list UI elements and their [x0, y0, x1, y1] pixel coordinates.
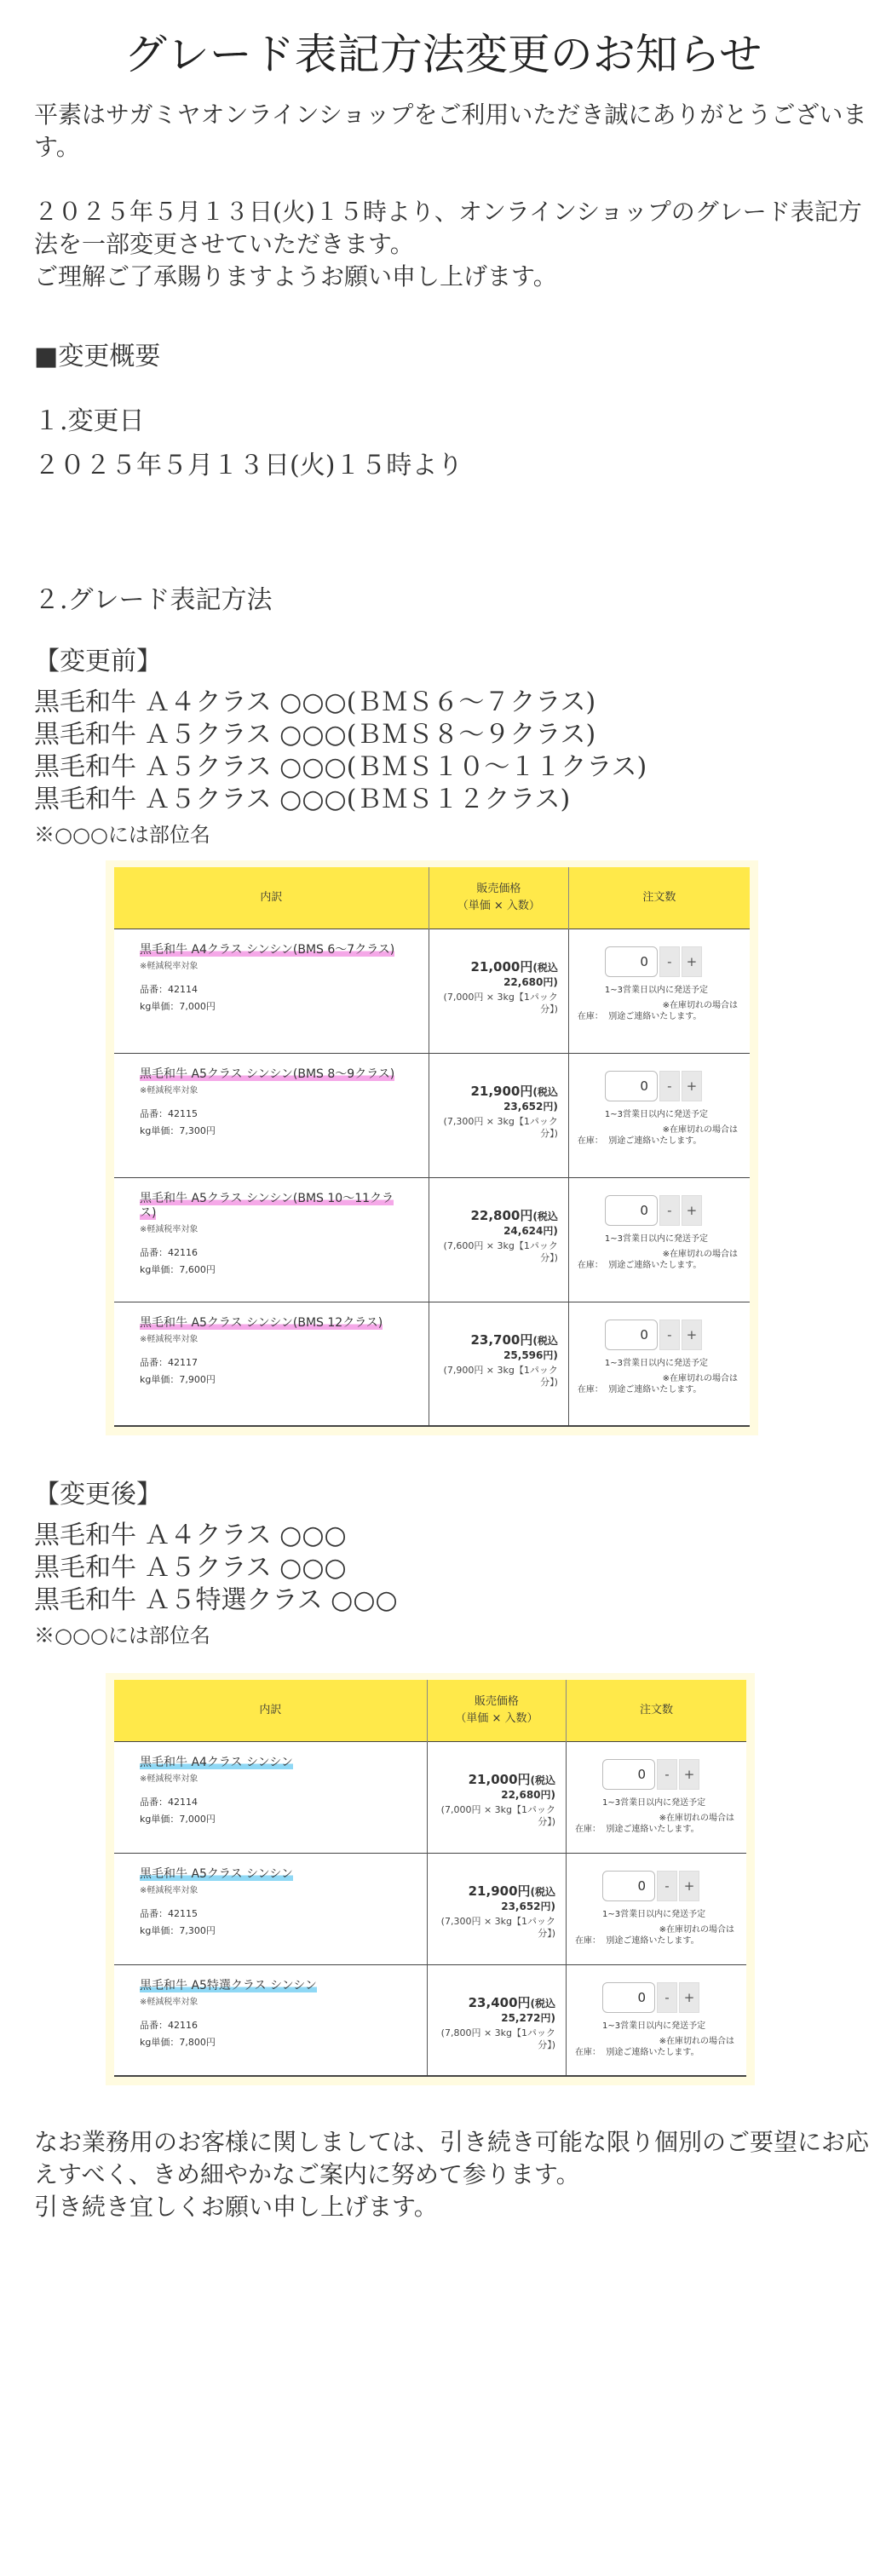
quantity-input[interactable]: 0 — [605, 1195, 658, 1226]
stock-note: ※在庫切れの場合は — [662, 1124, 738, 1135]
quantity-input[interactable]: 0 — [605, 1071, 658, 1101]
stock-label: 在庫： — [577, 1136, 603, 1146]
table-header — [567, 1680, 746, 1741]
stock-contact: 別途ご連絡いたします。 — [606, 1824, 699, 1834]
after-line: 黒毛和牛 Ａ５クラス ○○○ — [34, 1553, 347, 1583]
item-code: 品番：42115 — [140, 1907, 198, 1919]
decrement-button[interactable]: - — [657, 1759, 677, 1790]
order-cell — [568, 1302, 750, 1426]
after-note: ※○○○には部位名 — [34, 1624, 210, 1647]
price: 23,400円 — [468, 1994, 531, 2010]
price-cell — [429, 1053, 568, 1177]
kg-price: kg単価：7,000円 — [140, 1000, 216, 1012]
header-text: 注文数 — [640, 1703, 674, 1716]
table-row — [114, 1853, 746, 1964]
before-line: 黒毛和牛 Ａ５クラス ○○○(ＢＭＳ８～９クラス) — [34, 720, 596, 750]
kg-price: kg単価：7,000円 — [140, 1813, 216, 1825]
increment-button[interactable]: + — [679, 1982, 699, 2013]
price-tax: (税込24,624円) — [503, 1210, 558, 1237]
item-cell — [114, 1741, 427, 1853]
item-cell — [114, 1853, 427, 1964]
shipping-note: 1~3営業日以内に発送予定 — [602, 1909, 706, 1919]
price-tax: (税込25,272円) — [501, 1997, 556, 2024]
after-heading: 【変更後】 — [34, 1480, 162, 1509]
stock-label: 在庫： — [577, 1260, 603, 1270]
stock-contact: 別途ご連絡いたします。 — [608, 1011, 702, 1021]
tax-note: ※軽減税率対象 — [140, 1774, 198, 1784]
table-row — [114, 929, 750, 1053]
product-name[interactable] — [140, 1192, 403, 1221]
decrement-button[interactable]: - — [659, 1320, 680, 1350]
after-table-frame — [106, 1673, 755, 2085]
increment-button[interactable]: + — [682, 1071, 702, 1101]
quantity-input[interactable]: 0 — [602, 1759, 655, 1790]
stock-note: ※在庫切れの場合は — [659, 1924, 734, 1935]
item-cell — [114, 1177, 429, 1302]
table-row — [114, 1741, 746, 1853]
price-table — [114, 867, 750, 1427]
item-code: 品番：42115 — [140, 1107, 198, 1119]
price: 21,900円 — [468, 1883, 531, 1899]
product-name[interactable] — [140, 943, 403, 957]
stock-note: ※在庫切れの場合は — [659, 1813, 734, 1823]
product-name[interactable] — [140, 1067, 403, 1082]
quantity-input[interactable]: 0 — [602, 1871, 655, 1901]
product-name-text: 黒毛和牛 A5特選クラス シンシン — [140, 1978, 317, 1992]
before-line: 黒毛和牛 Ａ５クラス ○○○(ＢＭＳ１２クラス) — [34, 785, 571, 814]
price-cell — [429, 929, 568, 1053]
unit-price: (7,600円 × 3kg【1パック分】) — [443, 1239, 558, 1263]
after-line: 黒毛和牛 Ａ４クラス ○○○ — [34, 1521, 347, 1550]
item-cell — [114, 929, 429, 1053]
price: 21,000円 — [470, 958, 533, 975]
price-table — [114, 1680, 746, 2077]
quantity-input[interactable]: 0 — [605, 946, 658, 977]
product-name-text: 黒毛和牛 A4クラス シンシン(BMS 6～7クラス) — [140, 942, 395, 957]
table-header — [114, 867, 429, 929]
decrement-button[interactable]: - — [657, 1982, 677, 2013]
table-header — [568, 867, 750, 929]
stock-contact: 別途ご連絡いたします。 — [606, 1935, 699, 1946]
before-heading: 【変更前】 — [34, 647, 162, 676]
quantity-input[interactable]: 0 — [605, 1320, 658, 1350]
stock-note: ※在庫切れの場合は — [662, 1249, 738, 1259]
shipping-note: 1~3営業日以内に発送予定 — [604, 985, 708, 995]
kg-price: kg単価：7,800円 — [140, 2036, 216, 2048]
kg-price: kg単価：7,300円 — [140, 1924, 216, 1936]
increment-button[interactable]: + — [682, 946, 702, 977]
item-code: 品番：42114 — [140, 1796, 198, 1808]
table-row — [114, 1964, 746, 2076]
shipping-note: 1~3営業日以内に発送予定 — [602, 2021, 706, 2031]
tax-note: ※軽減税率対象 — [140, 1997, 198, 2007]
decrement-button[interactable]: - — [659, 946, 680, 977]
tax-note: ※軽減税率対象 — [140, 1885, 198, 1895]
product-name[interactable] — [140, 1316, 403, 1331]
item-cell — [114, 1964, 427, 2076]
kg-price: kg単価：7,300円 — [140, 1124, 216, 1136]
order-cell — [567, 1741, 746, 1853]
shipping-note: 1~3営業日以内に発送予定 — [604, 1233, 708, 1244]
overview-heading: ■変更概要 — [34, 342, 161, 371]
quantity-input[interactable]: 0 — [602, 1982, 655, 2013]
announcement-text: ２０２５年５月１３日(火)１５時より、オンラインショップのグレード表記方法を一部変更させていただきます。 ご理解ご了承賜りますようお願い申し上げます。 — [34, 198, 862, 290]
price-tax: (税込23,652円) — [501, 1885, 556, 1912]
kg-price: kg単価：7,600円 — [140, 1263, 216, 1275]
increment-button[interactable]: + — [679, 1871, 699, 1901]
order-cell — [567, 1964, 746, 2076]
price-cell — [429, 1177, 568, 1302]
table-row — [114, 1302, 750, 1426]
product-name-text: 黒毛和牛 A5クラス シンシン — [140, 1866, 293, 1881]
unit-price: (7,300円 × 3kg【1パック分】) — [440, 1915, 556, 1939]
price-tax: (税込22,680円) — [501, 1774, 556, 1801]
stock-label: 在庫： — [575, 2047, 601, 2057]
product-name[interactable] — [140, 1979, 401, 1993]
price: 23,700円 — [470, 1331, 533, 1348]
after-line: 黒毛和牛 Ａ５特選クラス ○○○ — [34, 1585, 398, 1615]
stock-contact: 別途ご連絡いたします。 — [608, 1384, 702, 1394]
unit-price: (7,000円 × 3kg【1パック分】) — [440, 1803, 556, 1827]
price-cell — [427, 1741, 566, 1853]
increment-button[interactable]: + — [682, 1195, 702, 1226]
stock-note: ※在庫切れの場合は — [659, 2036, 734, 2046]
grade-heading: ２.グレード表記方法 — [34, 585, 273, 615]
product-name[interactable] — [140, 1867, 401, 1882]
before-line: 黒毛和牛 Ａ５クラス ○○○(ＢＭＳ１０～１１クラス) — [34, 752, 647, 782]
increment-button[interactable]: + — [682, 1320, 702, 1350]
header-text: （単価 × 入数） — [455, 1711, 538, 1725]
stock-contact: 別途ご連絡いたします。 — [608, 1136, 702, 1146]
product-name-text: 黒毛和牛 A5クラス シンシン(BMS 12クラス) — [140, 1315, 383, 1330]
stock-note: ※在庫切れの場合は — [662, 1373, 738, 1383]
increment-button[interactable]: + — [679, 1759, 699, 1790]
price-cell — [427, 1964, 566, 2076]
table-header — [427, 1680, 566, 1741]
kg-price: kg単価：7,900円 — [140, 1373, 216, 1385]
item-code: 品番：42114 — [140, 983, 198, 995]
shipping-note: 1~3営業日以内に発送予定 — [604, 1358, 708, 1368]
tax-note: ※軽減税率対象 — [140, 1334, 198, 1344]
product-name[interactable] — [140, 1756, 401, 1770]
header-text: 内訳 — [260, 890, 283, 904]
order-cell — [568, 1053, 750, 1177]
before-table-frame — [106, 860, 758, 1435]
table-header — [429, 867, 568, 929]
stock-label: 在庫： — [575, 1935, 601, 1946]
shipping-note: 1~3営業日以内に発送予定 — [604, 1109, 708, 1119]
unit-price: (7,000円 × 3kg【1パック分】) — [443, 991, 558, 1015]
item-cell — [114, 1053, 429, 1177]
closing-text: なお業務用のお客様に関しましては、引き続き可能な限り個別のご要望にお応えすべく、きめ細やかなご案内に努めて参ります。 引き続き宜しくお願い申し上げます。 — [34, 2128, 870, 2221]
order-cell — [568, 1177, 750, 1302]
product-name-text: 黒毛和牛 A4クラス シンシン — [140, 1755, 293, 1769]
price: 21,000円 — [468, 1771, 531, 1787]
price-cell — [429, 1302, 568, 1426]
item-code: 品番：42117 — [140, 1356, 198, 1368]
product-name-text: 黒毛和牛 A5クラス シンシン(BMS 10～11クラス) — [140, 1191, 394, 1220]
table-row — [114, 1053, 750, 1177]
item-code: 品番：42116 — [140, 1246, 198, 1258]
price: 22,800円 — [470, 1207, 533, 1223]
decrement-button[interactable]: - — [659, 1071, 680, 1101]
stock-label: 在庫： — [575, 1824, 601, 1834]
page-title: グレード表記方法変更のお知らせ — [124, 30, 762, 79]
decrement-button[interactable]: - — [657, 1871, 677, 1901]
stock-note: ※在庫切れの場合は — [662, 1000, 738, 1010]
product-name-text: 黒毛和牛 A5クラス シンシン(BMS 8～9クラス) — [140, 1067, 395, 1081]
table-header-row — [114, 1680, 746, 1741]
price: 21,900円 — [470, 1083, 533, 1099]
change-date: ２０２５年５月１３日(火)１５時より — [34, 451, 463, 480]
tax-note: ※軽減税率対象 — [140, 961, 198, 971]
price-tax: (税込25,596円) — [503, 1334, 558, 1361]
header-text: 注文数 — [642, 890, 676, 904]
stock-label: 在庫： — [577, 1384, 603, 1394]
shipping-note: 1~3営業日以内に発送予定 — [602, 1797, 706, 1808]
order-cell — [568, 929, 750, 1053]
item-code: 品番：42116 — [140, 2019, 198, 2031]
price-tax: (税込22,680円) — [503, 961, 558, 988]
before-line: 黒毛和牛 Ａ４クラス ○○○(ＢＭＳ６～７クラス) — [34, 687, 596, 717]
stock-label: 在庫： — [577, 1011, 603, 1021]
table-header — [114, 1680, 427, 1741]
stock-contact: 別途ご連絡いたします。 — [606, 2047, 699, 2057]
header-text: （単価 × 入数） — [457, 899, 540, 912]
table-row — [114, 1177, 750, 1302]
change-date-heading: １.変更日 — [34, 406, 145, 436]
order-cell — [567, 1853, 746, 1964]
table-header-row — [114, 867, 750, 929]
price-tax: (税込23,652円) — [503, 1085, 558, 1113]
stock-contact: 別途ご連絡いたします。 — [608, 1260, 702, 1270]
header-text: 販売価格 — [474, 1694, 519, 1708]
unit-price: (7,900円 × 3kg【1パック分】) — [443, 1364, 558, 1388]
tax-note: ※軽減税率対象 — [140, 1085, 198, 1095]
tax-note: ※軽減税率対象 — [140, 1224, 198, 1234]
before-note: ※○○○には部位名 — [34, 823, 210, 847]
item-cell — [114, 1302, 429, 1426]
intro-text: 平素はサガミヤオンラインショップをご利用いただき誠にありがとうございます。 — [34, 101, 867, 161]
header-text: 内訳 — [259, 1703, 282, 1716]
header-text: 販売価格 — [476, 882, 521, 895]
price-cell — [427, 1853, 566, 1964]
unit-price: (7,300円 × 3kg【1パック分】) — [443, 1115, 558, 1139]
unit-price: (7,800円 × 3kg【1パック分】) — [440, 2027, 556, 2050]
decrement-button[interactable]: - — [659, 1195, 680, 1226]
